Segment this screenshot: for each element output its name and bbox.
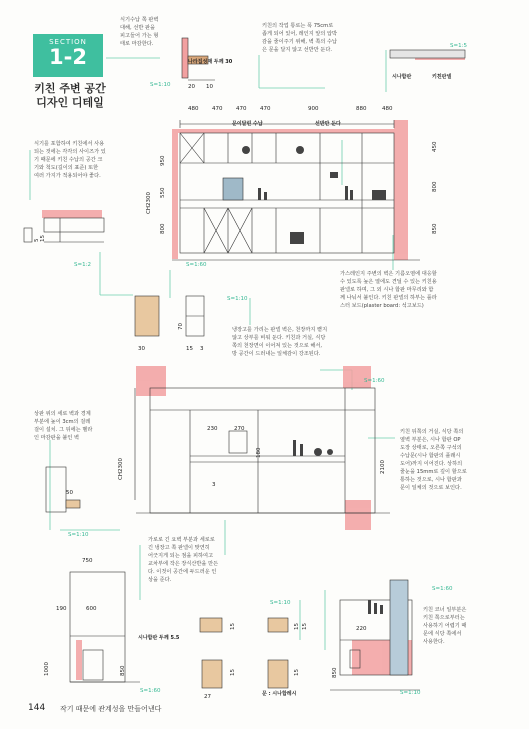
dim-180: 180 [256,447,262,458]
scale-9: S=1:60 [432,586,453,592]
scale-4: S=1:60 [186,262,207,268]
detail-bottom-mid [200,618,288,688]
bottom-right-items [368,600,383,614]
note-5-line: 방 공간이 드러내는 일체감이 강조된다. [232,351,321,357]
dim-800: 800 [160,223,166,234]
note-1 [120,16,180,48]
label-shina-bottom: 문 : 시나합레시 [262,691,297,697]
note-3-line: 기와 척도(길이의 표준) 또한 [34,165,99,171]
second-elevation [135,388,390,513]
note-5-line: 않고 상부를 비워 둔다. 키친과 거실, 식당 [232,335,326,341]
scale-11: S=1:10 [400,690,421,696]
scale-6: S=1:60 [364,378,385,384]
detail-top-right [390,50,465,58]
dim-50: 50 [66,490,73,496]
dim-3: 3 [200,346,204,352]
page-number: 144 [28,703,46,713]
note-8-line: 교차부에 작은 장식산반을 만든 [148,561,219,567]
scale-2: S=1:5 [450,43,467,49]
dim-top-4: 470 [260,106,271,112]
scale-8: S=1:10 [270,600,291,606]
dim-2100: 2100 [380,460,386,474]
dim-70: 70 [178,323,184,330]
dim-750: 750 [82,558,93,564]
dim-r800: 800 [432,181,438,192]
note-2-line: 키친의 작업 통로는 폭 75cm로 [262,23,334,29]
note-3-line: 기 때문에 키친 수납의 공간 크 [34,157,103,163]
dim-20: 20 [188,84,195,90]
section-badge [33,34,103,77]
note-2-line: 좁게 되어 있어, 레인지 앞의 압박 [262,31,338,37]
label-shina-thick30: 나라집성재 두께 30 [188,59,233,65]
note-6-line: 걸이 설치. 그 뒤에는 벨라 [34,427,93,433]
note-8-line: 긴 냉장고 쪽 판넬이 맞연히 [148,545,210,551]
dim-27: 27 [204,694,211,700]
label-shina-thick55: 시나합판 두께 5.5 [138,635,180,641]
note-5-line: 쪽의 천장면이 이어져 있는 것으로 해서, [232,343,323,349]
note-5-line: 냉장고를 가리는 판넬 벽은, 천장까지 뻗지 [232,327,328,333]
dim-15g: 15 [302,623,308,630]
note-4-line: 판넬로 하며, 그 외 시나 합판 마무리와 함 [340,287,434,293]
note-3-line: 되는 것에는 각각의 사이즈가 있 [34,149,106,155]
dim-15c: 15 [230,623,236,630]
shelf-items [242,146,386,244]
detail-mid [135,296,204,336]
note-6-line: 상판 위의 세로 벽과 경계 [34,411,91,417]
dim-15d: 15 [230,669,236,676]
label-shina: 시나합판 [392,74,412,80]
label-kitchen-panel: 키친판넬 [432,74,452,80]
note-3 [34,140,134,180]
scale-5: S=1:10 [227,296,248,302]
note-4-line: 가스레인지 주변의 벽은 기름오염에 대응할 [340,271,437,277]
note-1-line: 식기수납 쪽 판벽 [120,17,159,23]
dim-15e: 15 [294,623,300,630]
dim-15b: 15 [186,346,193,352]
dim-230: 230 [207,426,218,432]
note-8-line: 가로로 긴 요벽 부분과 세로로 [148,537,215,543]
note-9-line: 키친 쪽으로부터는 [423,615,465,621]
dim-10: 10 [206,84,213,90]
note-4-line: 수 있도록 높은 열에도 견딜 수 있는 키친용 [340,279,437,285]
note-8 [148,536,258,584]
dim-30: 30 [138,346,145,352]
note-7-line: 도어)까지 이어진다. 상하의 [400,461,463,467]
dim-1000: 1000 [44,662,50,676]
note-7-line: 줄눈을 15mm로 깊이 할으로 [400,469,467,475]
dim-220: 220 [356,626,367,632]
note-8-line: 어긋지게 되는 점을 피하여고 [148,553,214,559]
dim-top-3: 470 [236,106,247,112]
title-line1: 키친 주변 공간 [34,82,106,95]
note-4 [340,270,490,310]
title-line2: 디자인 디테일 [36,96,104,109]
dim-15: 15 [40,235,46,242]
dim-ch2300: CH2300 [146,192,152,214]
note-7-line: 통하는 것으로, 시나 합판과 [400,477,462,483]
scale-1: S=1:10 [150,82,171,88]
note-9-line: 키친 코너 일부분은 [423,607,467,613]
note-2-line: 감을 줄이주기 위해, 벽 쪽의 수납 [262,39,338,45]
note-1-line: 피고들어 가는 형 [120,33,159,39]
note-7 [400,428,490,492]
note-9 [423,606,493,646]
section-number: 1-2 [49,45,87,69]
note-7-line: 문이 일체의 것으로 보인다. [400,485,462,491]
note-4-line: 스터 보드(plaster board: 석고보드) [340,303,424,309]
dim-top-1: 480 [188,106,199,112]
note-7-line: 수납문(시나 합판의 플래시 [400,453,461,459]
note-2-line: 은 문을 달지 않고 선반만 둔다. [262,47,333,53]
label-open-shelf: 선반만 둔다 [315,121,341,127]
note-3-line: 여러 가지가 적용되어야 좋다. [34,173,101,179]
dim-ch2300b: CH2300 [118,458,124,480]
dim-15f: 15 [294,669,300,676]
dim-190: 190 [56,606,67,612]
note-9-line: 사용하기 어렵기 때 [423,623,467,629]
dim-600: 600 [86,606,97,612]
dim-550: 550 [160,187,166,198]
detail-bottom-left [46,467,140,682]
page-title [30,82,110,110]
note-3-line: 식기를 포함하여 키친에서 사용 [34,141,105,147]
scale-3: S=1:2 [74,262,91,268]
note-8-line: 다. 이것이 공간에 두드러운 인 [148,569,217,575]
dim-850b: 850 [332,667,338,678]
section-label: SECTION [49,38,87,46]
dim-850: 850 [120,665,126,676]
dim-r850: 850 [432,223,438,234]
dim-270: 270 [234,426,245,432]
footer-text: 작기 때문에 관계성을 만들어낸다 [60,705,162,713]
dim-top-6: 880 [356,106,367,112]
note-7-line: 옆벽 부분은, 시나 합판 OP [400,437,461,443]
note-1-line: 대해, 선반 판을 [120,25,156,31]
dim-top-5: 900 [308,106,319,112]
second-items [293,440,333,456]
dim-top-7: 480 [382,106,393,112]
note-8-line: 상을 준다. [148,577,172,583]
dim-r450: 450 [432,141,438,152]
dim-950: 950 [160,155,166,166]
note-6 [34,410,129,442]
note-6-line: 부분에 높이 3cm의 걸레 [34,419,91,425]
scale-7: S=1:10 [68,532,89,538]
note-4-line: 께 나눠서 붙인다. 키친 판넬의 하부는 플라 [340,295,437,301]
dim-5: 5 [34,238,40,242]
note-7-line: 키친 뒤쪽의 거실, 식당 쪽의 [400,429,464,435]
note-5 [232,326,357,358]
note-9-line: 문에 식당 쪽에서 [423,631,462,637]
dim-top-2: 470 [212,106,223,112]
note-1-line: 태로 마감한다. [120,41,154,47]
note-2 [262,22,387,54]
note-6-line: 인 마감판을 붙인 벽 [34,435,80,441]
note-9-line: 사용한다. [423,639,445,645]
note-7-line: 도장 상태로, 오른쪽 구석의 [400,445,462,451]
label-drawer-door: 문이달린 수납 [232,121,263,127]
scale-10: S=1:60 [140,688,161,694]
dim-3b: 3 [212,482,216,488]
